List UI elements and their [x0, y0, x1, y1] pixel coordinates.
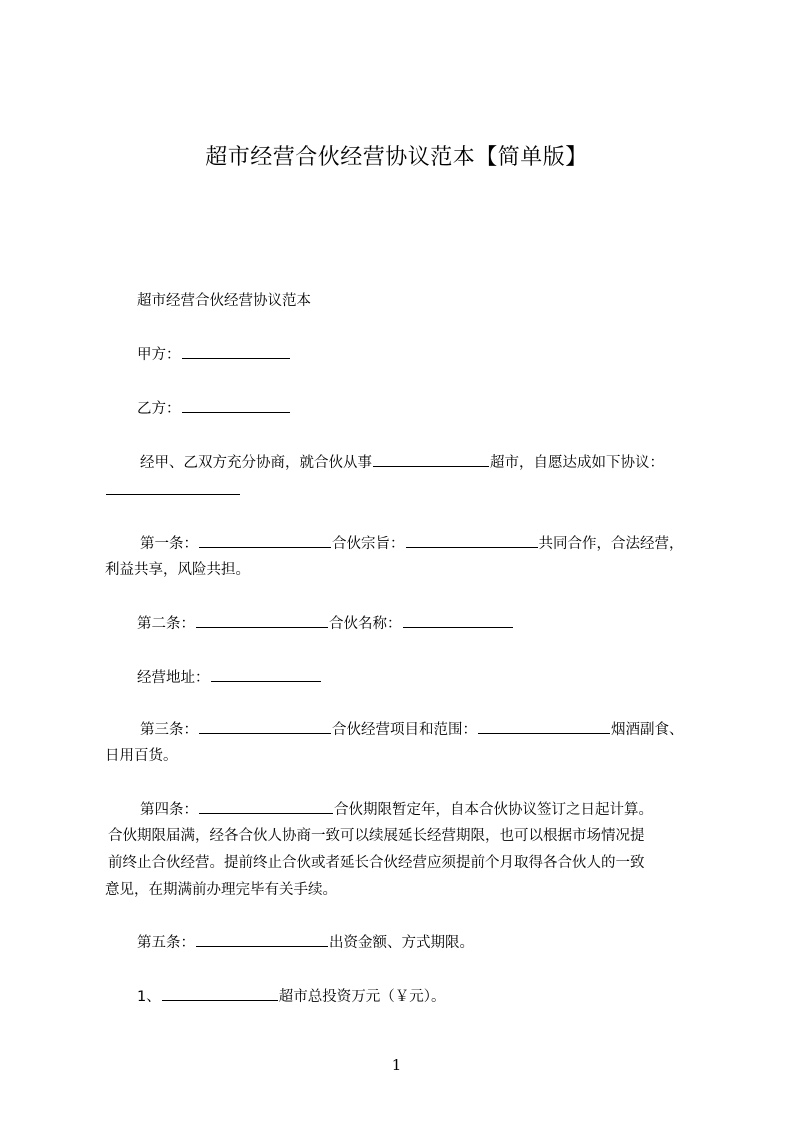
blank-field [403, 613, 513, 628]
address-line: 经营地址： [137, 667, 322, 688]
article-2-line: 第二条： 合伙名称： [137, 613, 514, 634]
document-title: 超市经营合伙经营协议范本【简单版】 [205, 145, 588, 170]
article-4-line-3: 前终止合伙经营。提前终止合伙或者延长合伙经营应须提前个月取得各合伙人的一致 [108, 855, 645, 871]
blank-field [199, 719, 331, 734]
page-number: 1 [391, 1056, 402, 1074]
blank-field [478, 719, 610, 734]
article-3-line: 第三条： 合伙经营项目和范围： 烟酒副食、 [140, 719, 684, 740]
party-a-line: 甲方： [137, 344, 291, 365]
article-4-line-2: 合伙期限届满，经各合伙人协商一致可以续展延长经营期限，也可以根据市场情况提 [108, 828, 645, 844]
blank-field [162, 986, 278, 1001]
intro-line-2 [105, 480, 241, 501]
blank-field [196, 932, 328, 947]
item-1-line: 1、 超市总投资万元（￥元）。 [137, 986, 445, 1007]
blank-field [182, 344, 290, 359]
blank-field [373, 452, 489, 467]
article-4-line: 第四条： 合伙期限暂定年，自本合伙协议签订之日起计算。 [140, 799, 653, 820]
document-heading: 超市经营合伙经营协议范本 [137, 293, 311, 309]
article-5-line: 第五条： 出资金额、方式期限。 [137, 932, 474, 953]
blank-field [406, 533, 538, 548]
article-1-line-2: 利益共享，风险共担。 [105, 562, 250, 578]
article-1-line: 第一条： 合伙宗旨： 共同合作，合法经营， [140, 533, 684, 554]
blank-field [106, 480, 240, 495]
blank-field [196, 613, 328, 628]
party-b-line: 乙方： [137, 398, 291, 419]
blank-field [199, 533, 331, 548]
blank-field [199, 799, 333, 814]
intro-line: 经甲、乙双方充分协商，就合伙从事 超市，自愿达成如下协议： [140, 452, 664, 473]
blank-field [211, 667, 321, 682]
blank-field [182, 398, 290, 413]
article-4-line-4: 意见，在期满前办理完毕有关手续。 [105, 882, 337, 898]
article-3-line-2: 日用百货。 [105, 748, 178, 764]
